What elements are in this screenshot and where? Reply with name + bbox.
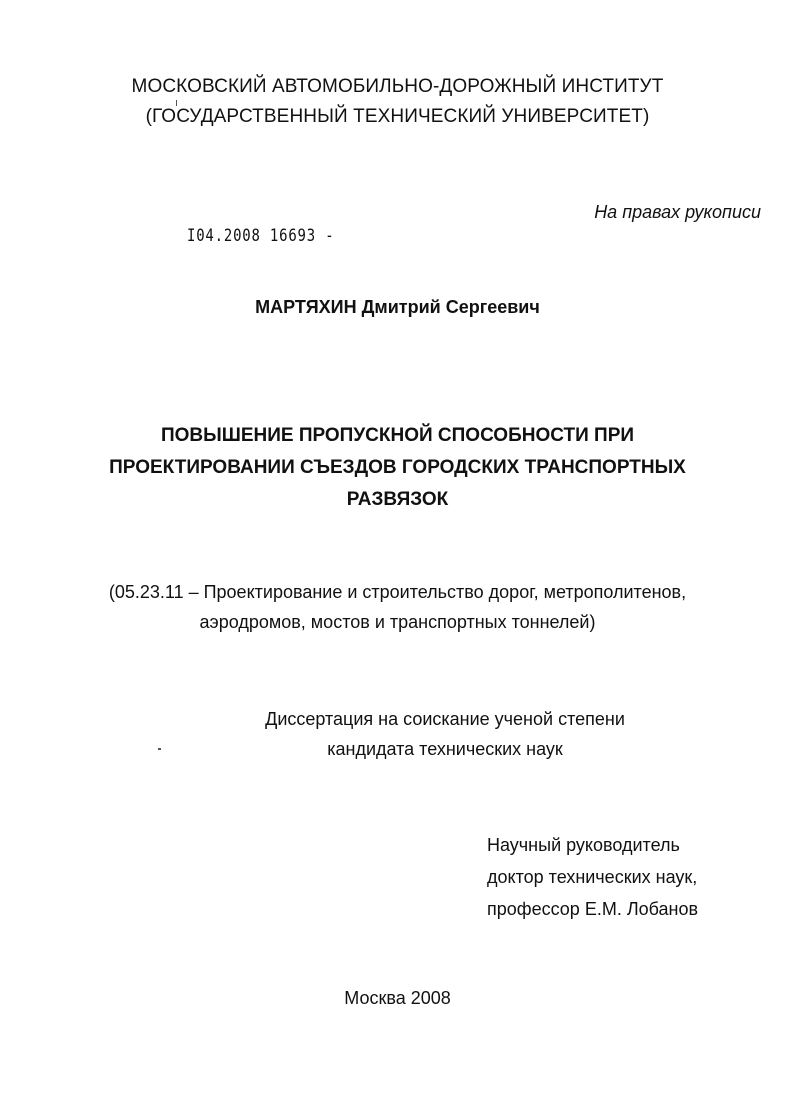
dissertation-title: [0, 420, 795, 516]
degree-line-2: кандидата технических наук: [327, 739, 563, 759]
author-name: МАРТЯХИН Дмитрий Сергеевич: [255, 297, 540, 317]
institute-status: (ГОСУДАРСТВЕННЫЙ ТЕХНИЧЕСКИЙ УНИВЕРСИТЕТ): [145, 106, 650, 127]
degree-line-1: Диссертация на соискание ученой степени: [265, 709, 625, 729]
scan-speck: [158, 748, 161, 750]
institute-block: [0, 72, 795, 132]
title-line-2: ПРОЕКТИРОВАНИИ СЪЕЗДОВ ГОРОДСКИХ ТРАНСПОРТНЫХ: [109, 457, 686, 478]
registration-number: I04.2008 16693 -: [187, 226, 335, 246]
title-line-3: РАЗВЯЗОК: [346, 489, 449, 510]
specialty-line-2: аэродромов, мостов и транспортных тоннелей): [199, 612, 596, 632]
registration-stamp: [187, 226, 334, 246]
institute-name: МОСКОВСКИЙ АВТОМОБИЛЬНО-ДОРОЖНЫЙ ИНСТИТУТ: [131, 76, 664, 97]
specialty-code: [0, 577, 795, 637]
advisor-degree: доктор технических наук,: [487, 867, 698, 887]
scientific-advisor: [487, 829, 698, 925]
title-line-1: ПОВЫШЕНИЕ ПРОПУСКНОЙ СПОСОБНОСТИ ПРИ: [160, 425, 635, 446]
city-year: Москва 2008: [344, 988, 451, 1008]
manuscript-rights-note: На правах рукописи: [594, 202, 761, 222]
advisor-name: профессор Е.М. Лобанов: [487, 899, 699, 919]
degree-statement: [130, 704, 760, 764]
scan-speck: [176, 100, 177, 106]
specialty-line-1: (05.23.11 – Проектирование и строительство дорог, метрополитенов,: [108, 582, 687, 602]
advisor-role: Научный руководитель: [487, 835, 680, 855]
